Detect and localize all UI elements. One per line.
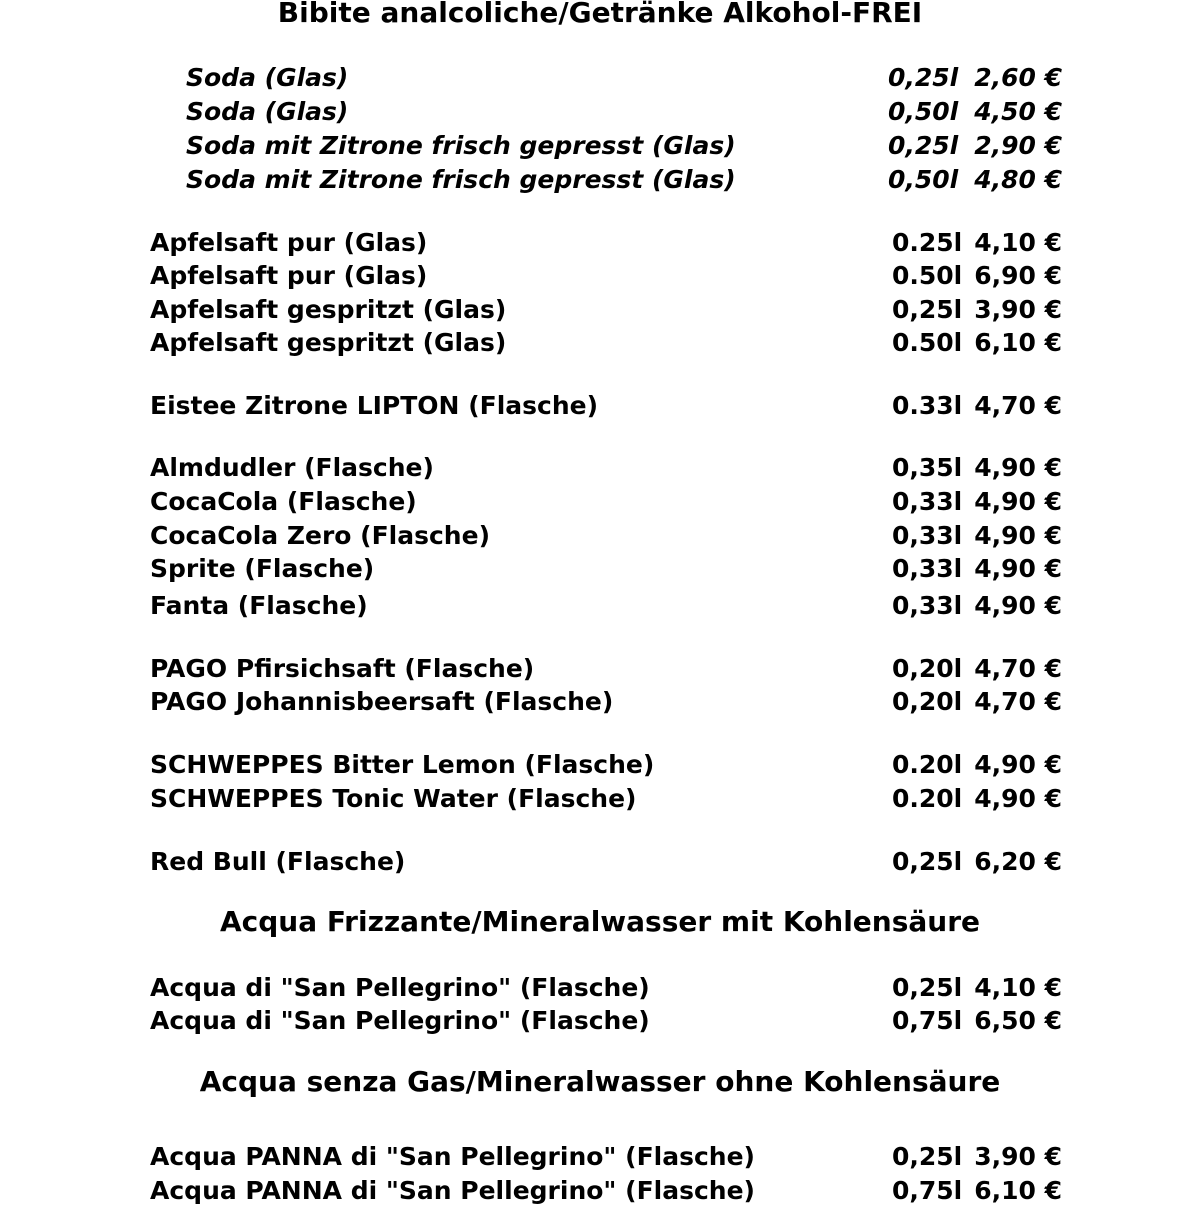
- item-volume: 0,25l: [892, 973, 963, 1002]
- menu-item: [0, 1174, 1200, 1208]
- item-name: Eistee Zitrone LIPTON (Flasche): [150, 391, 599, 420]
- item-name: Acqua PANNA di "San Pellegrino" (Flasche): [150, 1142, 755, 1171]
- item-name: Apfelsaft gespritzt (Glas): [150, 295, 507, 324]
- item-volume: 0,25l: [892, 295, 963, 324]
- menu-item: [0, 163, 1200, 197]
- menu-item: [0, 1004, 1200, 1038]
- item-price: 4,90 €: [974, 554, 1062, 583]
- menu-item: [0, 1140, 1200, 1174]
- item-name: PAGO Pfirsichsaft (Flasche): [150, 654, 535, 683]
- item-name: Apfelsaft pur (Glas): [150, 228, 428, 257]
- item-price: 4,70 €: [974, 687, 1062, 716]
- item-price: 6,90 €: [974, 261, 1062, 290]
- item-price: 6,20 €: [974, 847, 1062, 876]
- section-title-still-water: Acqua senza Gas/Mineralwasser ohne Kohlensäure: [199, 1065, 1001, 1098]
- menu-item: [0, 845, 1200, 879]
- item-name: Soda mit Zitrone frisch gepresst (Glas): [186, 131, 736, 160]
- menu-item: [0, 259, 1200, 293]
- item-volume: 0,33l: [892, 487, 963, 516]
- item-volume: 0,75l: [892, 1006, 963, 1035]
- item-price: 4,90 €: [974, 453, 1062, 482]
- item-name: Soda mit Zitrone frisch gepresst (Glas): [186, 165, 736, 194]
- menu-item: [0, 652, 1200, 686]
- item-volume: 0,25l: [888, 131, 959, 160]
- item-price: 4,90 €: [974, 784, 1062, 813]
- item-price: 4,70 €: [974, 391, 1062, 420]
- item-volume: 0,50l: [888, 165, 959, 194]
- item-name: Apfelsaft gespritzt (Glas): [150, 328, 507, 357]
- item-name: Apfelsaft pur (Glas): [150, 261, 428, 290]
- section-title-sparkling-water: Acqua Frizzante/Mineralwasser mit Kohlensäure: [219, 905, 981, 938]
- item-name: Almdudler (Flasche): [150, 453, 434, 482]
- item-name: Sprite (Flasche): [150, 554, 375, 583]
- item-volume: 0,35l: [892, 453, 963, 482]
- menu-item: [0, 61, 1200, 95]
- menu-item: [0, 782, 1200, 816]
- item-price: 4,70 €: [974, 654, 1062, 683]
- item-volume: 0,25l: [892, 847, 963, 876]
- menu-item: [0, 326, 1200, 360]
- menu-item: [0, 451, 1200, 485]
- menu-item: [0, 519, 1200, 553]
- item-volume: 0,33l: [892, 591, 963, 620]
- menu-item: [0, 129, 1200, 163]
- item-name: Acqua di "San Pellegrino" (Flasche): [150, 1006, 650, 1035]
- menu-item: [0, 748, 1200, 782]
- menu-item: [0, 293, 1200, 327]
- menu-item: [0, 589, 1200, 623]
- menu-item: [0, 971, 1200, 1005]
- item-volume: 0.20l: [892, 784, 963, 813]
- item-name: Soda (Glas): [186, 63, 349, 92]
- item-volume: 0,75l: [892, 1176, 963, 1205]
- section-title-soft-drinks: Bibite analcoliche/Getränke Alkohol-FREI: [277, 0, 923, 29]
- item-price: 3,90 €: [974, 295, 1062, 324]
- item-price: 4,90 €: [974, 521, 1062, 550]
- item-volume: 0,25l: [888, 63, 959, 92]
- item-price: 2,90 €: [974, 131, 1062, 160]
- item-volume: 0.50l: [892, 328, 963, 357]
- item-volume: 0,20l: [892, 687, 963, 716]
- item-price: 4,80 €: [974, 165, 1062, 194]
- item-price: 4,90 €: [974, 591, 1062, 620]
- menu-item: [0, 95, 1200, 129]
- item-name: PAGO Johannisbeersaft (Flasche): [150, 687, 614, 716]
- item-volume: 0,25l: [892, 1142, 963, 1171]
- item-volume: 0.33l: [892, 391, 963, 420]
- item-name: CocaCola Zero (Flasche): [150, 521, 490, 550]
- item-volume: 0.20l: [892, 750, 963, 779]
- item-price: 4,90 €: [974, 487, 1062, 516]
- menu-item: [0, 552, 1200, 586]
- item-name: SCHWEPPES Bitter Lemon (Flasche): [150, 750, 655, 779]
- item-name: Soda (Glas): [186, 97, 349, 126]
- item-price: 4,10 €: [974, 973, 1062, 1002]
- item-volume: 0,50l: [888, 97, 959, 126]
- item-price: 6,10 €: [974, 328, 1062, 357]
- menu-item: [0, 485, 1200, 519]
- item-price: 4,10 €: [974, 228, 1062, 257]
- item-name: Fanta (Flasche): [150, 591, 368, 620]
- item-price: 6,10 €: [974, 1176, 1062, 1205]
- menu-item: [0, 226, 1200, 260]
- item-volume: 0,20l: [892, 654, 963, 683]
- item-volume: 0,33l: [892, 521, 963, 550]
- item-price: 6,50 €: [974, 1006, 1062, 1035]
- item-name: Acqua di "San Pellegrino" (Flasche): [150, 973, 650, 1002]
- item-volume: 0,33l: [892, 554, 963, 583]
- item-price: 4,50 €: [974, 97, 1062, 126]
- item-name: CocaCola (Flasche): [150, 487, 417, 516]
- item-price: 2,60 €: [974, 63, 1062, 92]
- item-volume: 0.50l: [892, 261, 963, 290]
- menu-item: [0, 685, 1200, 719]
- item-name: Red Bull (Flasche): [150, 847, 406, 876]
- item-name: SCHWEPPES Tonic Water (Flasche): [150, 784, 637, 813]
- item-price: 4,90 €: [974, 750, 1062, 779]
- item-name: Acqua PANNA di "San Pellegrino" (Flasche): [150, 1176, 755, 1205]
- menu-item: [0, 389, 1200, 423]
- item-volume: 0.25l: [892, 228, 963, 257]
- item-price: 3,90 €: [974, 1142, 1062, 1171]
